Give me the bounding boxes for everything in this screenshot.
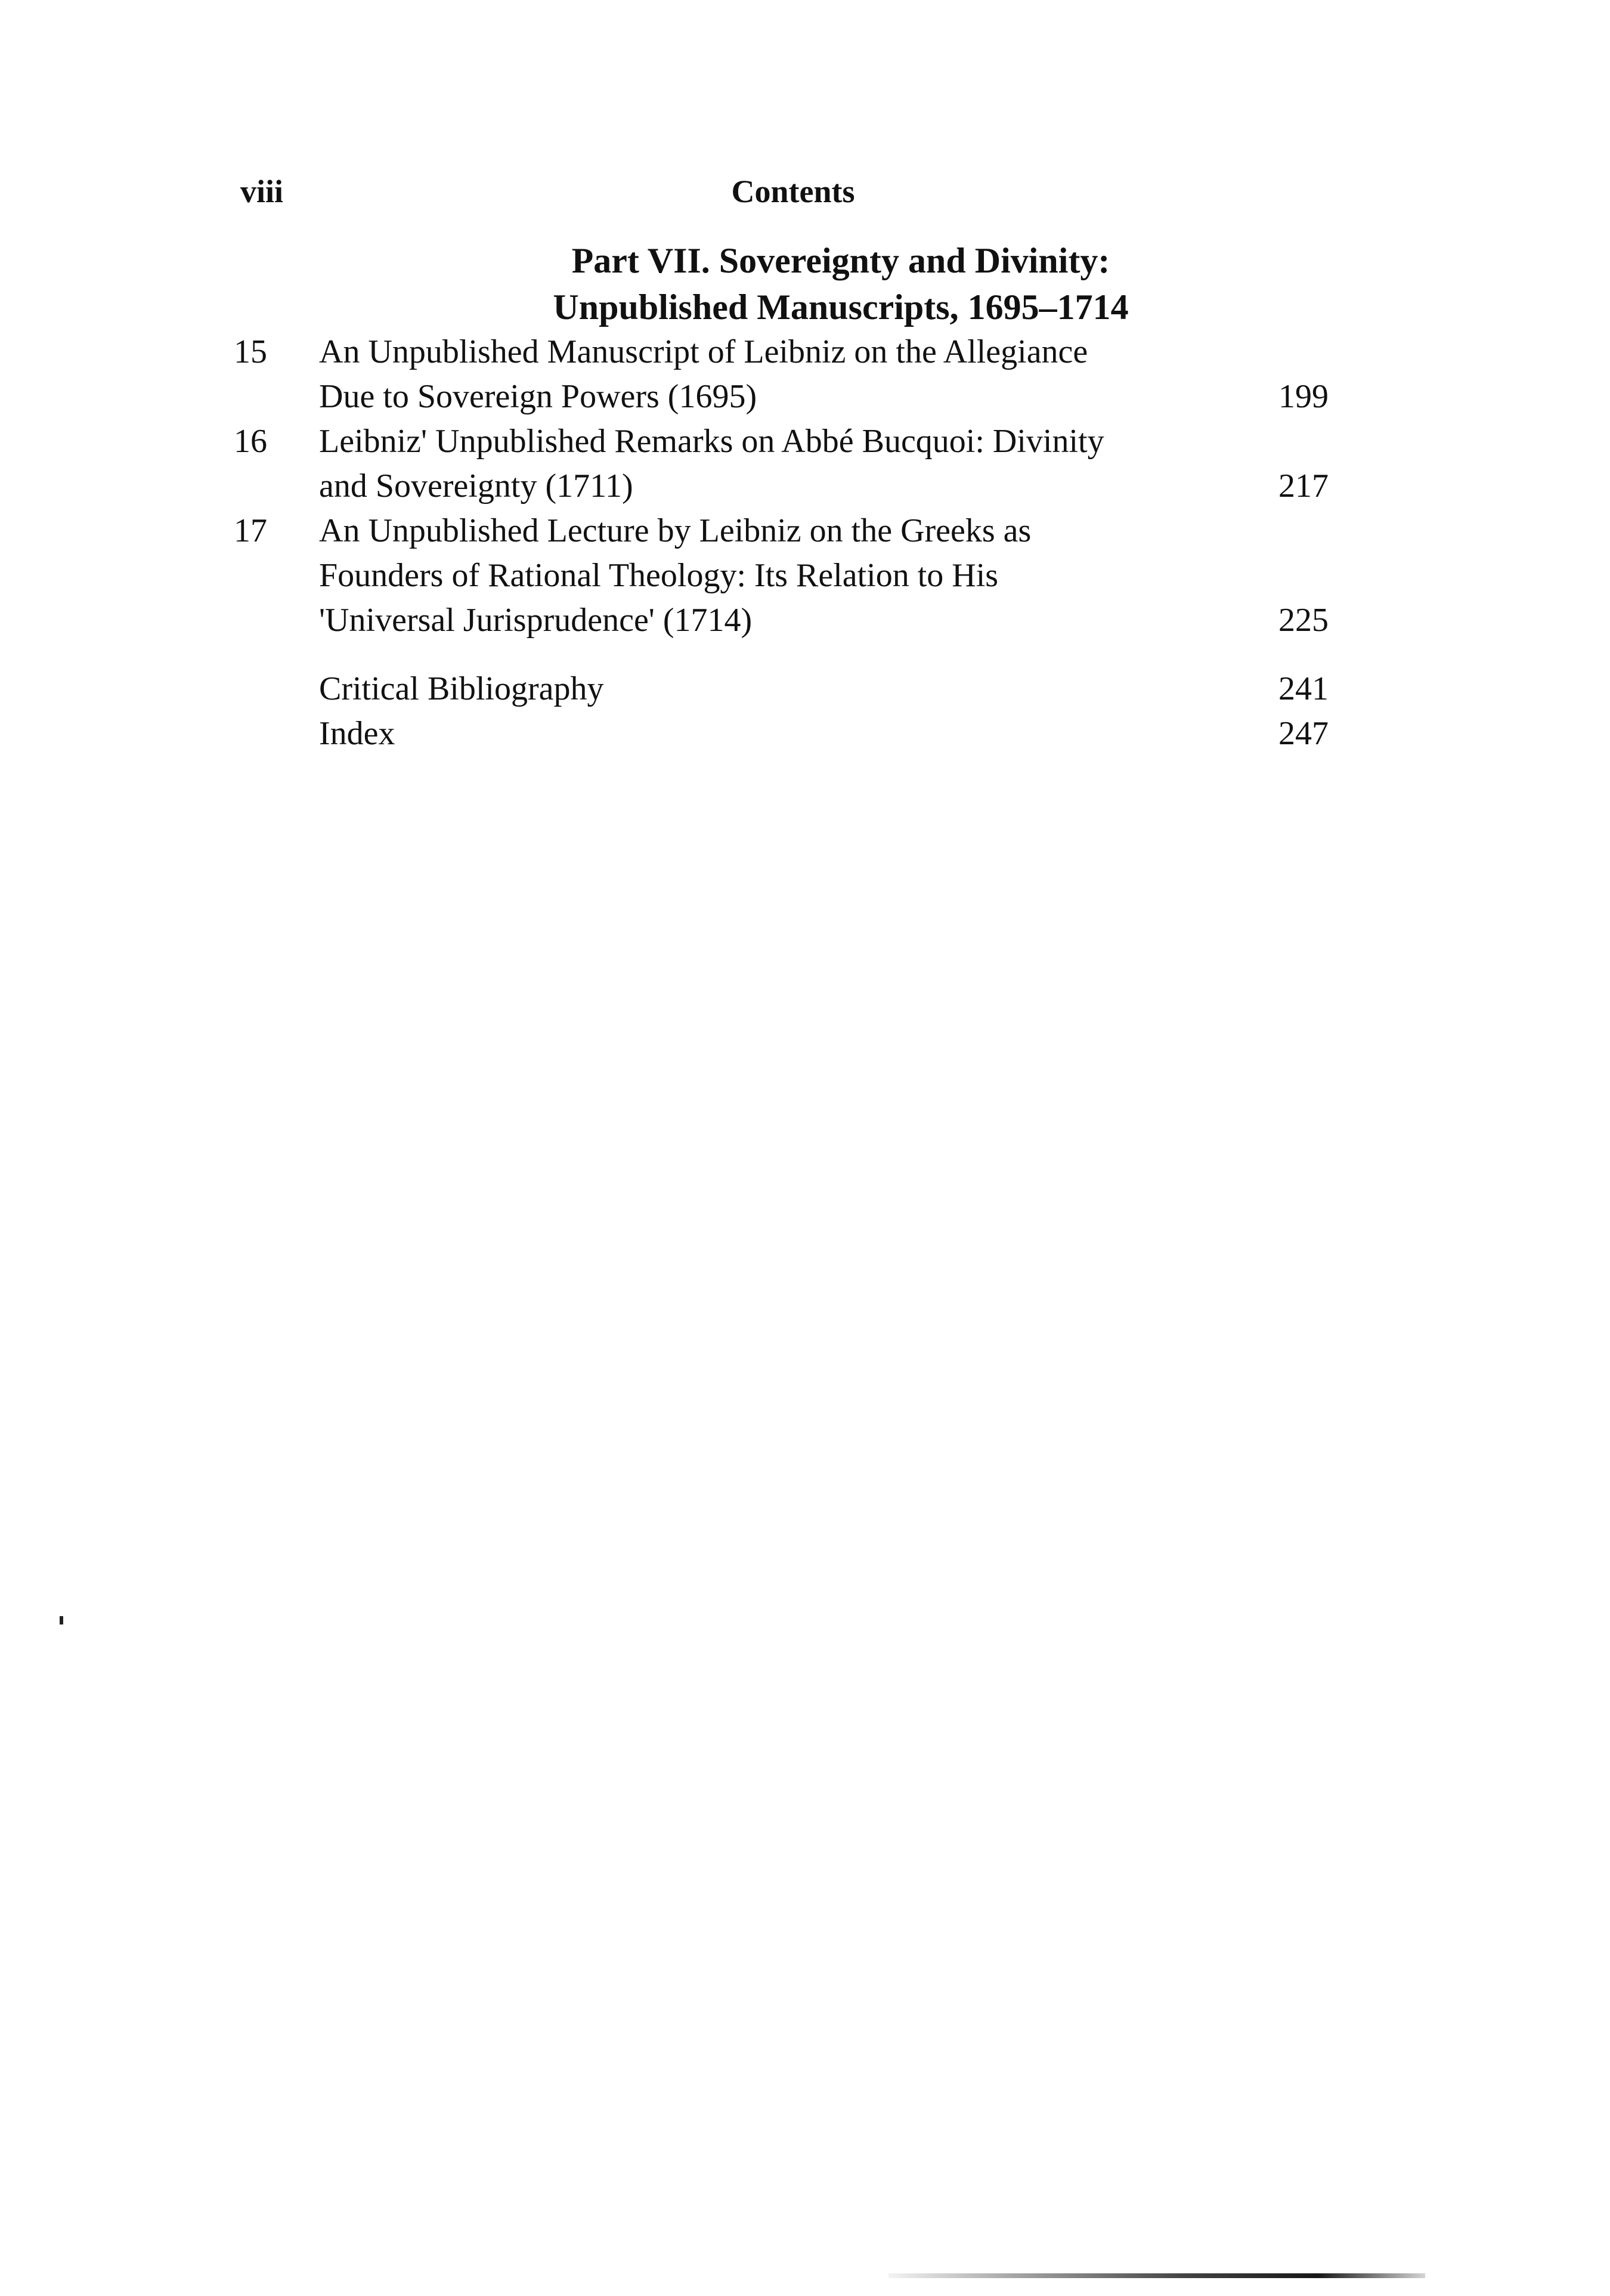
page-ref: 199 bbox=[1278, 378, 1329, 415]
toc-entry-16 bbox=[0, 419, 1610, 509]
scan-artifact-line bbox=[888, 2273, 1425, 2278]
part-heading-line-1: Part VII. Sovereignty and Divinity: bbox=[571, 241, 1110, 280]
chapter-title-line: Founders of Rational Theology: Its Relation to His bbox=[319, 557, 999, 594]
chapter-title bbox=[319, 419, 1213, 509]
toc-entry-bibliography bbox=[0, 667, 1610, 711]
page-number: viii bbox=[240, 174, 284, 209]
chapter-title bbox=[319, 330, 1213, 419]
spacer bbox=[0, 643, 1610, 667]
chapter-number: 16 bbox=[234, 423, 267, 460]
chapter-title-line: Due to Sovereign Powers (1695) bbox=[319, 378, 757, 415]
page-header bbox=[0, 173, 1610, 221]
chapter-title-line: Leibniz' Unpublished Remarks on Abbé Bucquoi: Divinity bbox=[319, 423, 1104, 460]
toc-entry-17 bbox=[0, 509, 1610, 643]
page-ref: 247 bbox=[1278, 715, 1329, 752]
chapter-number: 17 bbox=[234, 512, 267, 549]
page-ref: 217 bbox=[1278, 468, 1329, 505]
page-ref: 241 bbox=[1278, 670, 1329, 707]
chapter-title bbox=[319, 509, 1213, 643]
chapter-title-line: 'Universal Jurisprudence' (1714) bbox=[319, 602, 753, 639]
scan-artifact-dot bbox=[60, 1616, 63, 1624]
toc-entry-15 bbox=[0, 330, 1610, 419]
chapter-title-line: An Unpublished Manuscript of Leibniz on the Allegiance bbox=[319, 333, 1088, 370]
page-ref: 225 bbox=[1278, 602, 1329, 639]
running-head: Contents bbox=[731, 174, 855, 209]
chapter-title-line: and Sovereignty (1711) bbox=[319, 468, 633, 505]
part-heading-line-2: Unpublished Manuscripts, 1695–1714 bbox=[553, 287, 1129, 327]
back-matter-title: Index bbox=[319, 715, 395, 752]
toc-entry-index bbox=[0, 711, 1610, 756]
chapter-number: 15 bbox=[234, 333, 267, 370]
part-heading bbox=[319, 237, 1363, 330]
back-matter-title: Critical Bibliography bbox=[319, 670, 604, 707]
chapter-title-line: An Unpublished Lecture by Leibniz on the Greeks as bbox=[319, 512, 1032, 549]
table-of-contents bbox=[0, 330, 1610, 756]
